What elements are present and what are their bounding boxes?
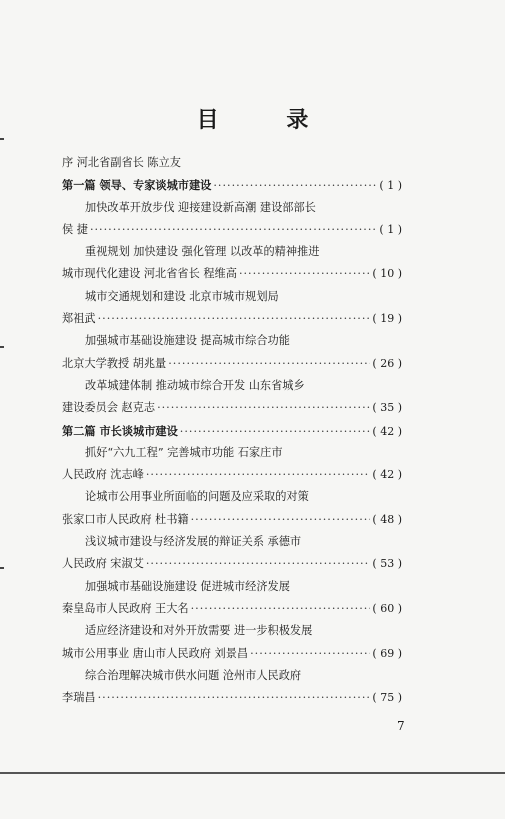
toc-entry-page: ( 53 ) — [372, 557, 402, 571]
toc-entry-text: 改革城建体制 推动城市综合开发 山东省城乡 — [85, 378, 305, 392]
toc-entry-text: 第一篇 领导、专家谈城市建设 — [62, 178, 212, 193]
toc-entry-text: 李瑞昌 — [62, 691, 96, 705]
toc-entry — [62, 286, 402, 308]
toc-leader-dots — [213, 175, 377, 197]
toc-entry — [62, 241, 402, 263]
toc-entry-page: ( 10 ) — [372, 267, 402, 281]
toc-leader-dots — [168, 353, 370, 375]
toc-entry-text: 加强城市基础设施建设 促进城市经济发展 — [85, 579, 290, 593]
toc-entry — [62, 263, 402, 285]
toc-entry-page: ( 19 ) — [372, 312, 402, 326]
table-of-contents — [62, 152, 402, 709]
toc-entry — [62, 219, 402, 241]
toc-leader-dots — [146, 553, 371, 575]
edge-mark — [0, 346, 4, 348]
toc-entry-text: 建设委员会 赵克志 — [62, 401, 156, 415]
toc-entry — [62, 509, 402, 531]
toc-entry-page: ( 1 ) — [379, 179, 402, 193]
toc-leader-dots — [98, 687, 371, 709]
toc-entry-text: 秦皇岛市人民政府 王大名 — [62, 601, 189, 615]
toc-entry-text: 论城市公用事业所面临的问题及应采取的对策 — [85, 490, 309, 504]
toc-entry — [62, 397, 402, 419]
toc-entry — [62, 687, 402, 709]
edge-mark — [0, 567, 4, 569]
toc-entry-text: 加快改革开放步伐 迎接建设新高潮 建设部部长 — [85, 200, 316, 214]
toc-entry — [62, 442, 402, 464]
toc-entry-text: 城市现代化建设 河北省省长 程维高 — [62, 267, 237, 281]
toc-leader-dots — [157, 397, 370, 419]
toc-entry — [62, 420, 402, 442]
toc-entry-text: 综合治理解决城市供水问题 沧州市人民政府 — [85, 668, 302, 682]
toc-entry-page: ( 1 ) — [379, 222, 402, 236]
toc-entry — [62, 308, 402, 330]
toc-entry-text: 抓好“六九工程” 完善城市功能 石家庄市 — [85, 445, 283, 459]
toc-entry — [62, 531, 402, 553]
toc-entry-text: 城市公用事业 唐山市人民政府 刘景昌 — [62, 646, 249, 660]
toc-entry-text: 加强城市基础设施建设 提高城市综合功能 — [85, 334, 290, 348]
toc-leader-dots — [180, 421, 371, 443]
toc-leader-dots — [191, 598, 371, 620]
toc-entry — [62, 330, 402, 352]
toc-leader-dots — [98, 308, 371, 330]
toc-entry-text: 适应经济建设和对外开放需要 进一步积极发展 — [85, 624, 313, 638]
toc-entry-text: 浅议城市建设与经济发展的辩证关系 承德市 — [85, 535, 302, 549]
toc-entry-page: ( 60 ) — [372, 601, 402, 615]
toc-entry — [62, 152, 402, 174]
toc-entry — [62, 174, 402, 196]
toc-leader-dots — [146, 464, 371, 486]
toc-entry-text: 第二篇 市长谈城市建设 — [62, 423, 178, 438]
toc-entry-text: 郑祖武 — [62, 312, 96, 326]
toc-entry-text: 序 河北省副省长 陈立友 — [62, 156, 181, 169]
toc-entry — [62, 643, 402, 665]
toc-entry — [62, 353, 402, 375]
toc-entry — [62, 576, 402, 598]
toc-entry-text: 北京大学教授 胡兆量 — [62, 356, 167, 370]
toc-entry-page: ( 75 ) — [372, 691, 402, 705]
toc-entry-text: 城市交通规划和建设 北京市城市规划局 — [85, 289, 279, 303]
toc-entry-page: ( 42 ) — [372, 424, 402, 438]
toc-entry — [62, 598, 402, 620]
toc-entry-text: 侯 捷 — [62, 222, 88, 236]
toc-entry — [62, 375, 402, 397]
toc-entry-page: ( 42 ) — [372, 468, 402, 482]
toc-entry — [62, 464, 402, 486]
toc-leader-dots — [191, 509, 371, 531]
toc-entry — [62, 197, 402, 219]
toc-entry-text: 重视规划 加快建设 强化管理 以改革的精神推进 — [85, 245, 320, 259]
toc-entry-text: 人民政府 宋淑艾 — [62, 557, 144, 571]
toc-leader-dots — [239, 263, 370, 285]
bottom-rule — [0, 772, 505, 774]
toc-entry-page: ( 35 ) — [372, 401, 402, 415]
toc-entry — [62, 620, 402, 642]
edge-mark — [0, 138, 4, 140]
toc-leader-dots — [90, 219, 377, 241]
page-number: 7 — [397, 719, 405, 733]
page-title: 目 录 — [196, 107, 339, 133]
toc-entry — [62, 665, 402, 687]
toc-leader-dots — [250, 643, 370, 665]
toc-entry-text: 张家口市人民政府 杜书籍 — [62, 512, 189, 526]
toc-entry-page: ( 48 ) — [372, 512, 402, 526]
toc-entry — [62, 553, 402, 575]
toc-entry-page: ( 26 ) — [372, 356, 402, 370]
toc-entry-text: 人民政府 沈志峰 — [62, 468, 144, 482]
toc-entry — [62, 486, 402, 508]
toc-entry-page: ( 69 ) — [372, 646, 402, 660]
